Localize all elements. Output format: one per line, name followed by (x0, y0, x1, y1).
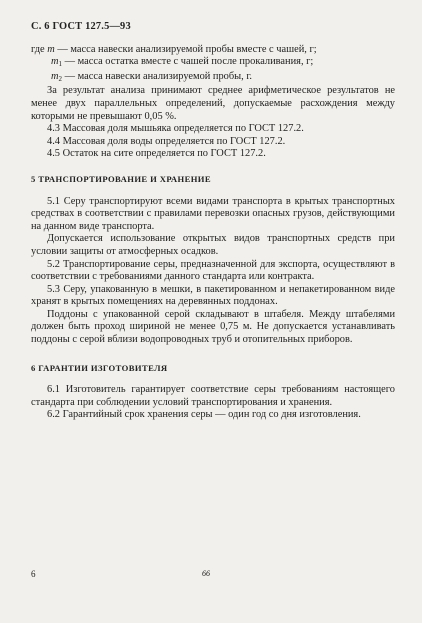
section-6-title: 6 ГАРАНТИИ ИЗГОТОВИТЕЛЯ (31, 362, 168, 373)
paragraph-6-1: 6.1 Изготовитель гарантирует соответствие серы требованиям настоящего стандарта при соблюдении условий транспортирования и хранения. (31, 384, 395, 408)
page-header: С. 6 ГОСТ 127.5—93 (31, 21, 131, 32)
definition-m2 (31, 71, 395, 86)
definition-m1 (31, 56, 395, 71)
paragraph-5-3-b: Поддоны с упакованной серой складывают в штабеля. Между штабелями должен быть проход шириной не менее 0,75 м. Не допускается устанавливать поддоны с серой вблизи водопроводных труб и отопительных приборов. (31, 308, 395, 346)
paragraph-5-1-b: Допускается использование открытых видов транспортных средств при условии защиты от атмосферных осадков. (31, 233, 395, 257)
paragraph-6-2: 6.2 Гарантийный срок хранения серы — один год со дня изготовления. (47, 409, 361, 421)
variable-m1: m (51, 56, 59, 68)
variable-m1-subscript: 1 (58, 60, 63, 69)
variable-m: m (47, 43, 55, 55)
item-4-5: 4.5 Остаток на сите определяется по ГОСТ 127.2. (47, 148, 266, 160)
paragraph-5-3: 5.3 Серу, упакованную в мешки, в пакетированном и непакетированном виде хранят в крытых помещениях на деревянных поддонах. (31, 283, 395, 308)
section-5-title: 5 ТРАНСПОРТИРОВАНИЕ И ХРАНЕНИЕ (31, 173, 212, 184)
footer-page-number: 6 (31, 569, 36, 579)
paragraph-5-2: 5.2 Транспортирование серы, предназначенной для экспорта, осуществляют в соответствии с требованиями данного стандарта или контракта. (31, 258, 395, 283)
variable-definitions (31, 44, 395, 86)
footer-center-number: 66 (202, 569, 210, 578)
definition-m (31, 44, 395, 57)
result-paragraph: За результат анализа принимают среднее арифметическое результатов не менее двух параллельных определений, допускаемые расхождения между которыми не превышают 0,05 %. (31, 85, 395, 122)
variable-m2: m (51, 70, 59, 82)
item-4-4: 4.4 Массовая доля воды определяется по ГОСТ 127.2. (47, 135, 286, 147)
paragraph-5-1: 5.1 Серу транспортируют всеми видами транспорта в крытых транспортных средствах в соответствии с правилами перевозки опасных грузов, действующими на данном виде транспорта. (31, 195, 395, 232)
item-4-3: 4.3 Массовая доля мышьяка определяется по ГОСТ 127.2. (47, 123, 304, 135)
definition-m2-text: — масса навески анализируемой пробы, г. (62, 70, 253, 82)
definition-m1-text: — масса остатка вместе с чашей после прокаливания, г; (62, 56, 314, 68)
variable-m2-subscript: 2 (58, 74, 63, 83)
definition-prefix: где (31, 43, 48, 55)
definition-m-text: — масса навески анализируемой пробы вместе с чашей, г; (54, 43, 317, 55)
